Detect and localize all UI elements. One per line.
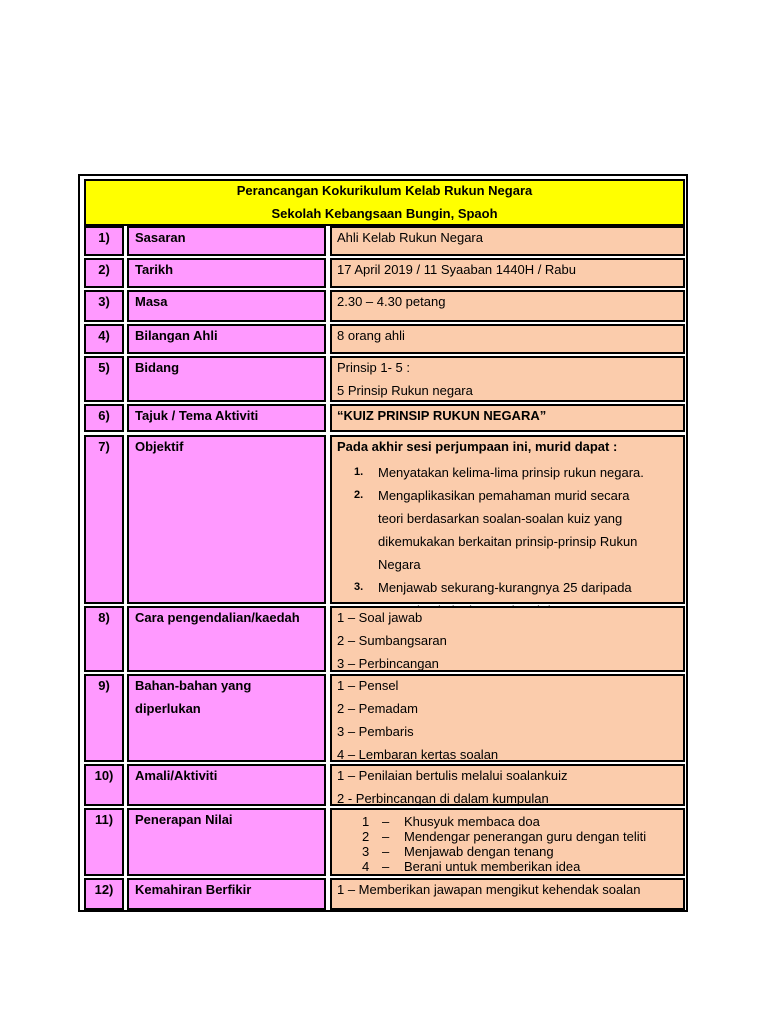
value-number: 2: [362, 829, 370, 844]
row-number: [84, 674, 124, 762]
header-school: Sekolah Kebangsaan Bungin, Spaoh: [271, 206, 498, 221]
row-label-text: Masa: [135, 294, 168, 309]
row-value-text: Ahli Kelab Rukun Negara: [337, 230, 483, 245]
header-title: Perancangan Kokurikulum Kelab Rukun Negara: [236, 183, 533, 198]
row-value: [330, 674, 685, 762]
value-dash: –: [382, 844, 390, 859]
row-number-text: 6): [98, 408, 110, 423]
value-text: Khusyuk membaca doa: [404, 814, 540, 829]
row-number-text: 12): [94, 882, 114, 897]
row-number-text: 7): [98, 439, 110, 454]
row-value-text: “KUIZ PRINSIP RUKUN NEGARA”: [337, 408, 547, 423]
row-label-text: Cara pengendalian/kaedah: [135, 610, 300, 625]
row-number: [84, 404, 124, 432]
row-label: [127, 404, 326, 432]
row-value: [330, 324, 685, 354]
row-value-text: 2 - Perbincangan di dalam kumpulan: [337, 791, 549, 806]
row-number: [84, 808, 124, 876]
value-list: [332, 814, 683, 874]
row-label: [127, 324, 326, 354]
row-label: [127, 226, 326, 256]
row-label-text: Objektif: [135, 439, 184, 454]
value-item: [332, 859, 683, 874]
row-number: [84, 356, 124, 402]
row-label: [127, 290, 326, 322]
row-value: [330, 764, 685, 806]
row-label: [127, 258, 326, 288]
row-number-text: 11): [94, 812, 114, 827]
row-number-text: 8): [98, 610, 110, 625]
row-value: [330, 808, 685, 876]
row-label: [127, 878, 326, 910]
row-value-text: 1 – Penilaian bertulis melalui soalankuiz: [337, 768, 568, 783]
row-label-text: Bahan-bahan yang: [135, 678, 252, 693]
row-value: [330, 435, 685, 604]
row-label-text: diperlukan: [135, 701, 201, 716]
row-value: [330, 606, 685, 672]
value-number: 4: [362, 859, 370, 874]
row-value-text: 3 – Pembaris: [337, 724, 414, 739]
row-number: [84, 878, 124, 910]
objective-text: Menyatakan kelima-lima prinsip rukun negara.: [378, 465, 644, 480]
row-number: [84, 435, 124, 604]
objective-text: Mengaplikasikan pemahaman murid secara: [378, 488, 630, 503]
row-label-text: Kemahiran Berfikir: [135, 882, 252, 897]
value-text: Berani untuk memberikan idea: [404, 859, 581, 874]
value-item: [332, 844, 683, 859]
objective-number: 1.: [354, 466, 364, 478]
table-header: [84, 179, 685, 226]
row-value-text: 17 April 2019 / 11 Syaaban 1440H / Rabu: [337, 262, 576, 277]
row-value-text: 1 – Pensel: [337, 678, 399, 693]
row-number-text: 4): [98, 328, 110, 343]
objective-text: teori berdasarkan soalan-soalan kuiz yang: [378, 511, 623, 526]
row-value-text: 4 – Lembaran kertas soalan: [337, 747, 499, 762]
row-number: [84, 324, 124, 354]
value-dash: –: [382, 814, 390, 829]
row-label-text: Tarikh: [135, 262, 174, 277]
value-number: 3: [362, 844, 370, 859]
row-value: [330, 226, 685, 256]
row-value: [330, 290, 685, 322]
row-value-text: Pada akhir sesi perjumpaan ini, murid dapat :: [337, 439, 618, 454]
row-label-text: Bilangan Ahli: [135, 328, 218, 343]
objective-item: [332, 461, 683, 484]
objective-text: Menjawab sekurang-kurangnya 25 daripada: [378, 580, 632, 595]
row-label-text: Sasaran: [135, 230, 186, 245]
row-label: [127, 674, 326, 762]
value-item: [332, 829, 683, 844]
row-value-text: Prinsip 1- 5 :: [337, 360, 410, 375]
row-value-text: 1 – Soal jawab: [337, 610, 423, 625]
value-text: Mendengar penerangan guru dengan teliti: [404, 829, 647, 844]
row-number: [84, 290, 124, 322]
row-label: [127, 764, 326, 806]
value-number: 1: [362, 814, 370, 829]
row-label-text: Bidang: [135, 360, 180, 375]
objective-text: dikemukakan berkaitan prinsip-prinsip Rukun: [378, 534, 638, 549]
objective-number: 2.: [354, 489, 364, 501]
row-value-text: 1 – Memberikan jawapan mengikut kehendak soalan: [337, 882, 641, 897]
row-number-text: 2): [98, 262, 110, 277]
row-value-text: 2 – Pemadam: [337, 701, 418, 716]
row-number-text: 3): [98, 294, 110, 309]
row-label: [127, 606, 326, 672]
row-value: [330, 356, 685, 402]
row-number: [84, 764, 124, 806]
objective-list: [332, 461, 683, 622]
row-label: [127, 435, 326, 604]
row-number: [84, 258, 124, 288]
value-item: [332, 814, 683, 829]
value-dash: –: [382, 859, 390, 874]
row-value-text: 2.30 – 4.30 petang: [337, 294, 446, 309]
row-label-text: Penerapan Nilai: [135, 812, 233, 827]
row-value-text: 3 – Perbincangan: [337, 656, 439, 671]
row-value-text: 5 Prinsip Rukun negara: [337, 383, 473, 398]
row-label: [127, 808, 326, 876]
row-number: [84, 226, 124, 256]
row-number-text: 5): [98, 360, 110, 375]
row-value-text: 8 orang ahli: [337, 328, 405, 343]
value-dash: –: [382, 829, 390, 844]
objective-number: 3.: [354, 581, 364, 593]
row-number-text: 1): [98, 230, 110, 245]
value-text: Menjawab dengan tenang: [404, 844, 554, 859]
row-number-text: 9): [98, 678, 110, 693]
row-number-text: 10): [94, 768, 114, 783]
objective-item: [332, 484, 683, 576]
row-number: [84, 606, 124, 672]
row-value-text: 2 – Sumbangsaran: [337, 633, 447, 648]
row-label-text: Tajuk / Tema Aktiviti: [135, 408, 259, 423]
row-value: [330, 404, 685, 432]
objective-text: Negara: [378, 557, 421, 572]
row-label-text: Amali/Aktiviti: [135, 768, 218, 783]
row-value: [330, 258, 685, 288]
row-value: [330, 878, 685, 910]
row-label: [127, 356, 326, 402]
